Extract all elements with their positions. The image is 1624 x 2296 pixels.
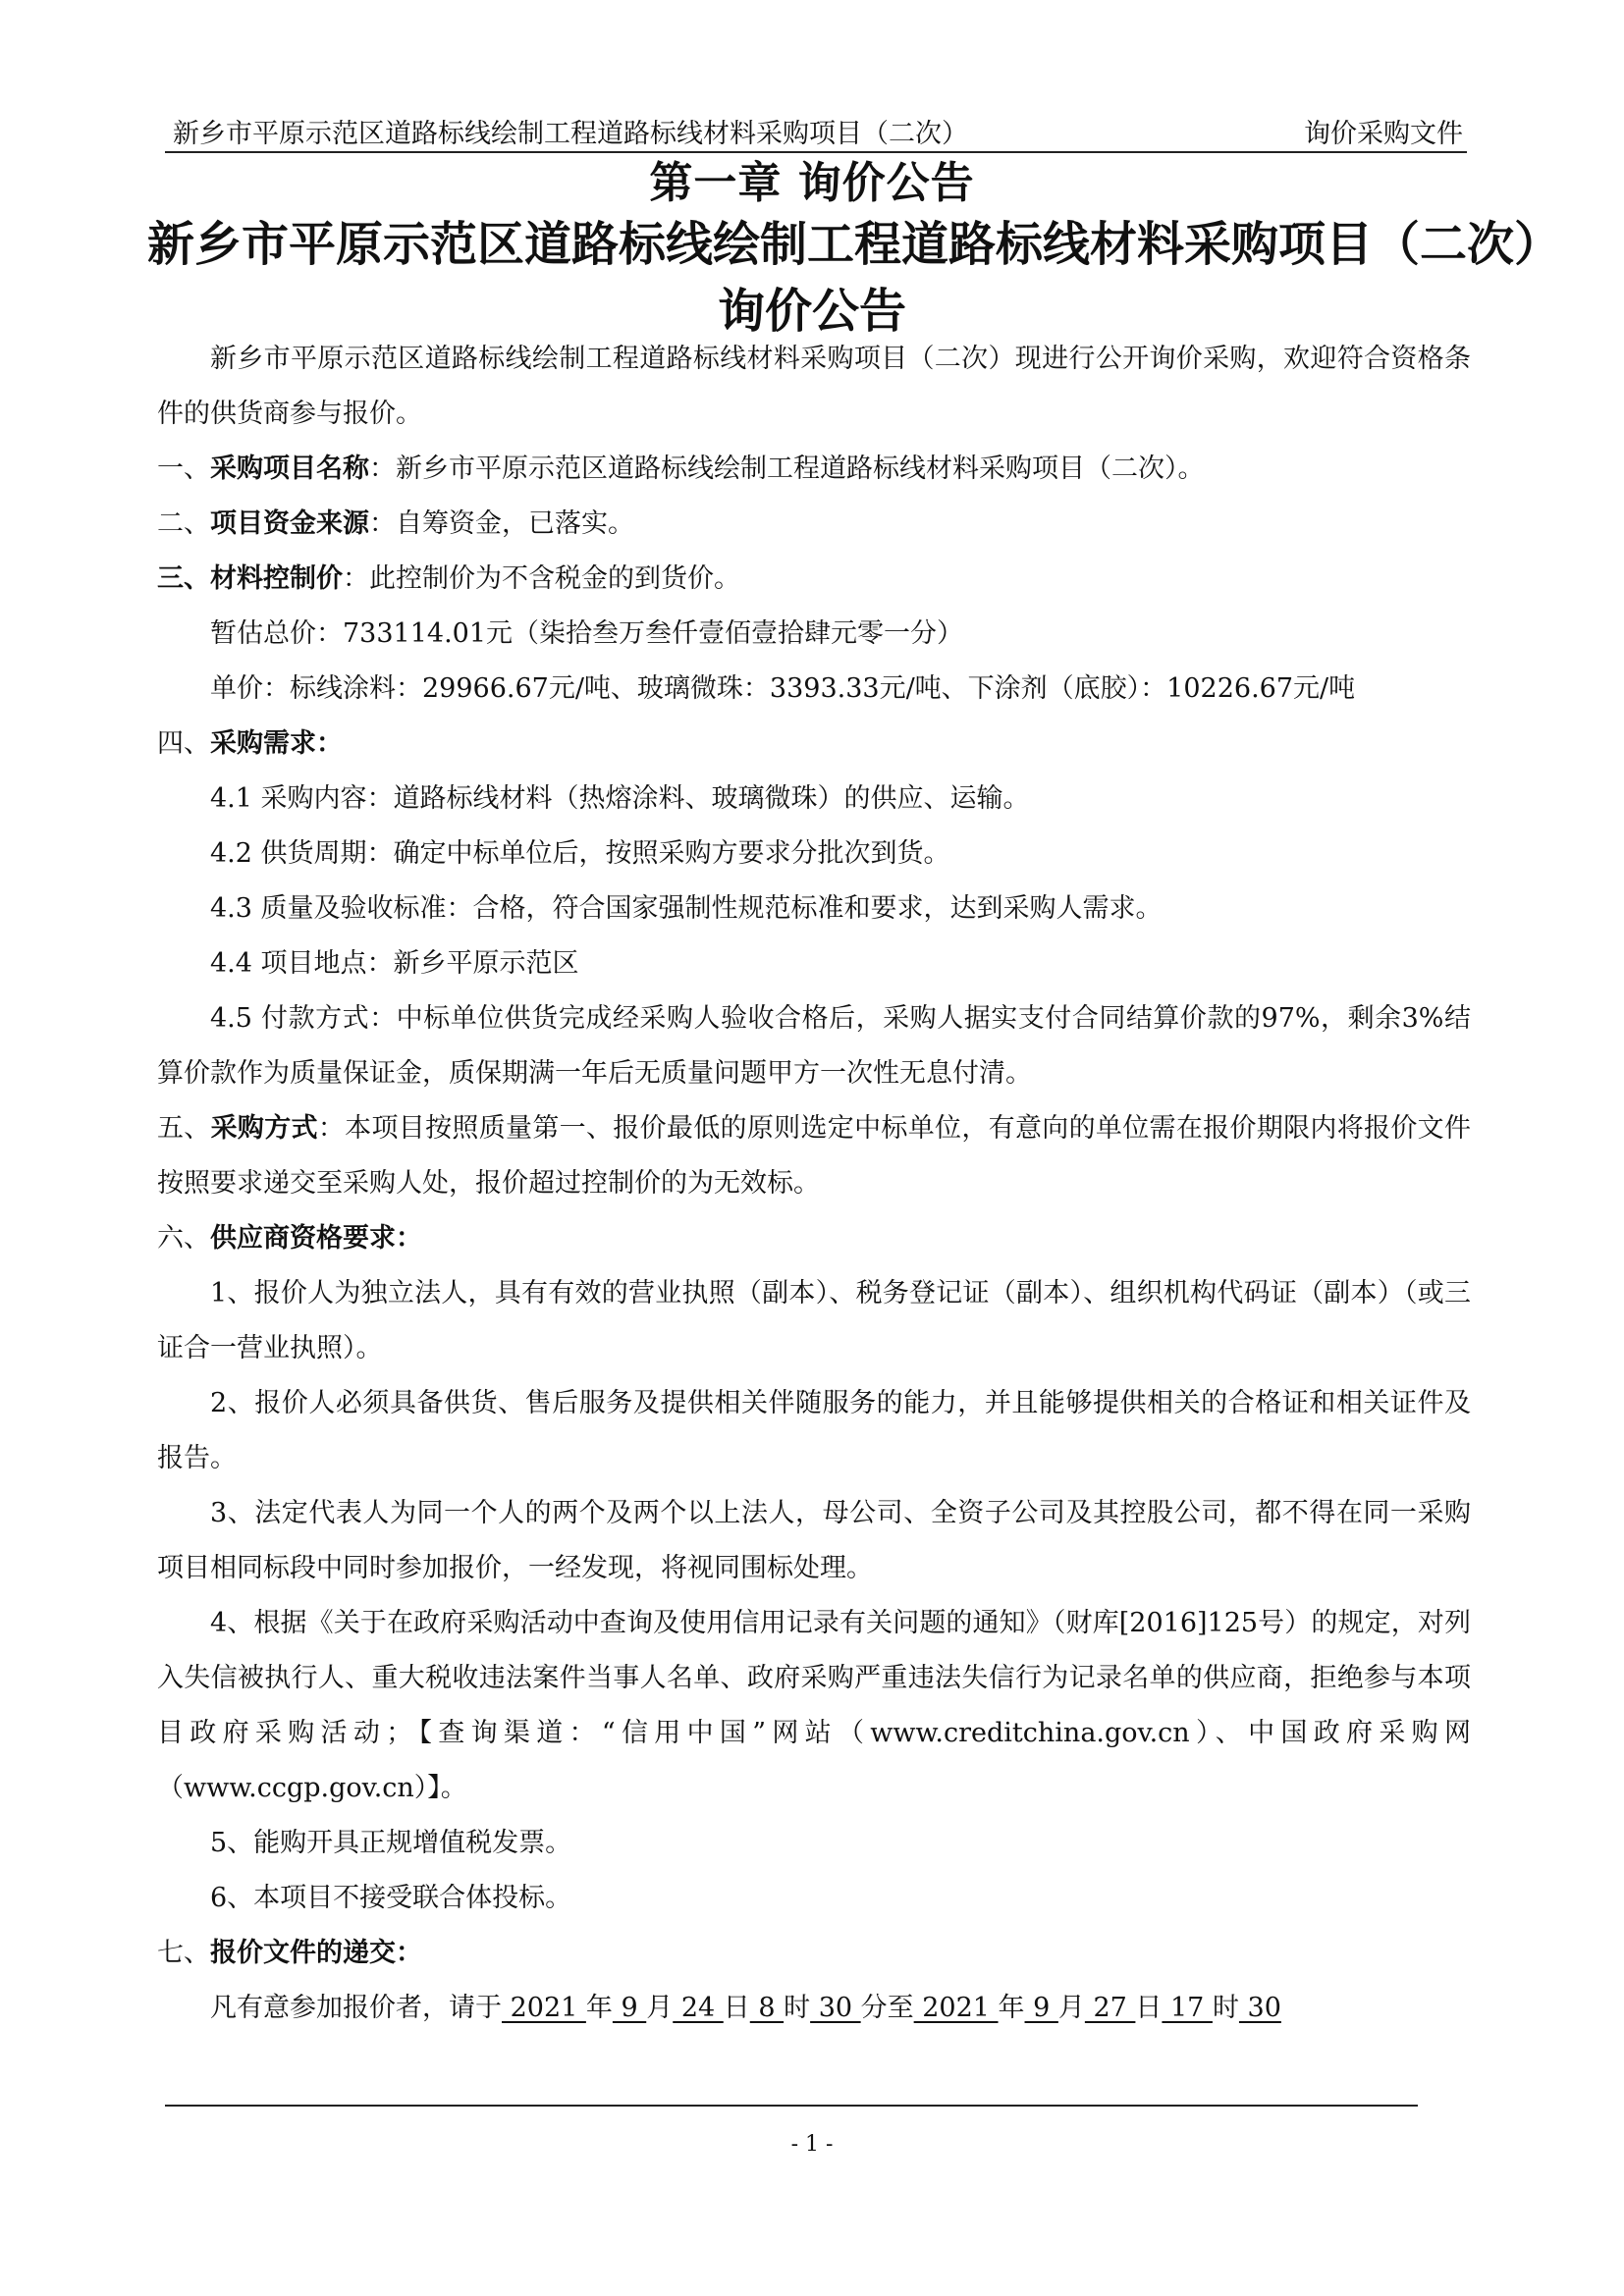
from-minute: 30: [810, 1993, 861, 2023]
estimated-total-price: 暂估总价：733114.01元（柒拾叁万叁仟壹佰壹拾肆元零一分）: [210, 618, 964, 649]
minute-to-unit: 分至: [860, 1993, 914, 2023]
qualification-item: 1、报价人为独立法人，具有有效的营业执照（副本）、税务登记证（副本）、组织机构代码证（副本）（或三证合一营业执照）。: [157, 1278, 1471, 1363]
section-4: 四、采购需求：: [157, 728, 343, 759]
section-7-prefix: 七、: [157, 1938, 210, 1968]
notice-title-line2: 询价公告: [717, 284, 906, 339]
section-2-label: 项目资金来源: [210, 508, 369, 539]
section-6-label: 供应商资格要求: [210, 1223, 396, 1254]
section-3-prefix: 三、: [157, 563, 210, 594]
section-3-text: ：此控制价为不含税金的到货价。: [343, 563, 740, 594]
header-project-name: 新乡市平原示范区道路标线绘制工程道路标线材料采购项目（二次）: [173, 119, 968, 149]
hour-unit: 时: [784, 1993, 811, 2023]
section-2: [157, 497, 1471, 552]
section-3: [157, 552, 1471, 607]
section-2-prefix: 二、: [157, 508, 210, 539]
to-day: 27: [1084, 1993, 1136, 2023]
hour-unit: 时: [1212, 1993, 1239, 2023]
from-year: 2021: [502, 1993, 586, 2023]
qualification-item: 2、报价人必须具备供货、售后服务及提供相关伴随服务的能力，并且能够提供相关的合格证和相关证件及报告。: [157, 1388, 1471, 1473]
section-4-prefix: 四、: [157, 728, 210, 759]
submission-period: [157, 1981, 1471, 2036]
section-5: [157, 1101, 1471, 1211]
year-unit: 年: [998, 1993, 1025, 2023]
to-month: 9: [1024, 1993, 1058, 2023]
header-document-type: 询价采购文件: [1304, 119, 1463, 149]
section-1: [157, 442, 1471, 497]
chapter-title: 第一章 询价公告: [649, 158, 975, 208]
qualification-item: 6、本项目不接受联合体投标。: [210, 1883, 572, 1913]
from-day: 24: [673, 1993, 724, 2023]
section-1-label: 采购项目名称: [210, 454, 369, 484]
requirement-item: 4.2 供货周期：确定中标单位后，按照采购方要求分批次到货。: [210, 838, 950, 869]
section-6: 六、供应商资格要求：: [157, 1223, 422, 1254]
qualification-item: 3、法定代表人为同一个人的两个及两个以上法人，母公司、全资子公司及其控股公司，都不得在同一采购项目相同标段中同时参加报价，一经发现，将视同围标处理。: [157, 1498, 1471, 1583]
section-5-text: ：本项目按照质量第一、报价最低的原则选定中标单位，有意向的单位需在报价期限内将报价文件按照要求递交至采购人处，报价超过控制价的为无效标。: [157, 1113, 1471, 1199]
section-7: 七、报价文件的递交：: [157, 1938, 422, 1968]
day-unit: 日: [1135, 1993, 1163, 2023]
month-unit: 月: [1057, 1993, 1085, 2023]
page-number: - 1 -: [790, 2132, 834, 2157]
section-3-label: 材料控制价: [210, 563, 343, 594]
from-month: 9: [612, 1993, 647, 2023]
requirement-item: 4.4 项目地点：新乡平原示范区: [210, 948, 579, 979]
section-2-text: ：自筹资金，已落实。: [369, 508, 634, 539]
section-7-label: 报价文件的递交: [210, 1938, 396, 1968]
month-unit: 月: [646, 1993, 674, 2023]
year-unit: 年: [585, 1993, 613, 2023]
running-header: [173, 110, 1463, 151]
section-5-prefix: 五、: [157, 1113, 211, 1144]
document-body: [157, 332, 1471, 2036]
requirement-item: 4.3 质量及验收标准：合格，符合国家强制性规范标准和要求，达到采购人需求。: [210, 893, 1163, 924]
section-6-prefix: 六、: [157, 1223, 210, 1254]
requirement-item: 4.1 采购内容：道路标线材料（热熔涂料、玻璃微珠）的供应、运输。: [210, 783, 1030, 814]
to-hour: 17: [1162, 1993, 1213, 2023]
day-unit: 日: [723, 1993, 750, 2023]
requirement-item: 4.5 付款方式：中标单位供货完成经采购人验收合格后，采购人据实支付合同结算价款的97%，剩余3%结算价款作为质量保证金，质保期满一年后无质量问题甲方一次性无息付清。: [157, 1003, 1471, 1089]
qualification-item: 5、能购开具正规增值税发票。: [210, 1828, 572, 1858]
section-5-label: 采购方式: [210, 1113, 318, 1144]
section-1-text: ：新乡市平原示范区道路标线绘制工程道路标线材料采购项目（二次）。: [369, 454, 1205, 484]
unit-prices: 单价：标线涂料：29966.67元/吨、玻璃微珠：3393.33元/吨、下涂剂（底胶）：10226.67元/吨: [210, 673, 1356, 704]
from-hour: 8: [749, 1993, 785, 2023]
submission-lead: 凡有意参加报价者，请于: [210, 1993, 502, 2023]
section-4-label: 采购需求: [210, 728, 316, 759]
section-1-prefix: 一、: [157, 454, 210, 484]
intro-paragraph: 新乡市平原示范区道路标线绘制工程道路标线材料采购项目（二次）现进行公开询价采购，欢迎符合资格条件的供货商参与报价。: [157, 344, 1471, 429]
footer-divider: [165, 2105, 1418, 2107]
qualification-item: 4、根据《关于在政府采购活动中查询及使用信用记录有关问题的通知》（财库[2016]125号）的规定，对列入失信被执行人、重大税收违法案件当事人名单、政府采购严重违法失信行为记录名单的供应商，拒绝参与本项目政府采购活动；【查询渠道：“信用中国”网站（www.creditchina.gov.cn）、中国政府采购网（www.ccgp.gov.cn）】。: [157, 1608, 1471, 1803]
to-year: 2021: [913, 1993, 999, 2023]
notice-title-line1: 新乡市平原示范区道路标线绘制工程道路标线材料采购项目（二次）: [147, 217, 1562, 272]
to-minute: 30: [1238, 1993, 1281, 2023]
